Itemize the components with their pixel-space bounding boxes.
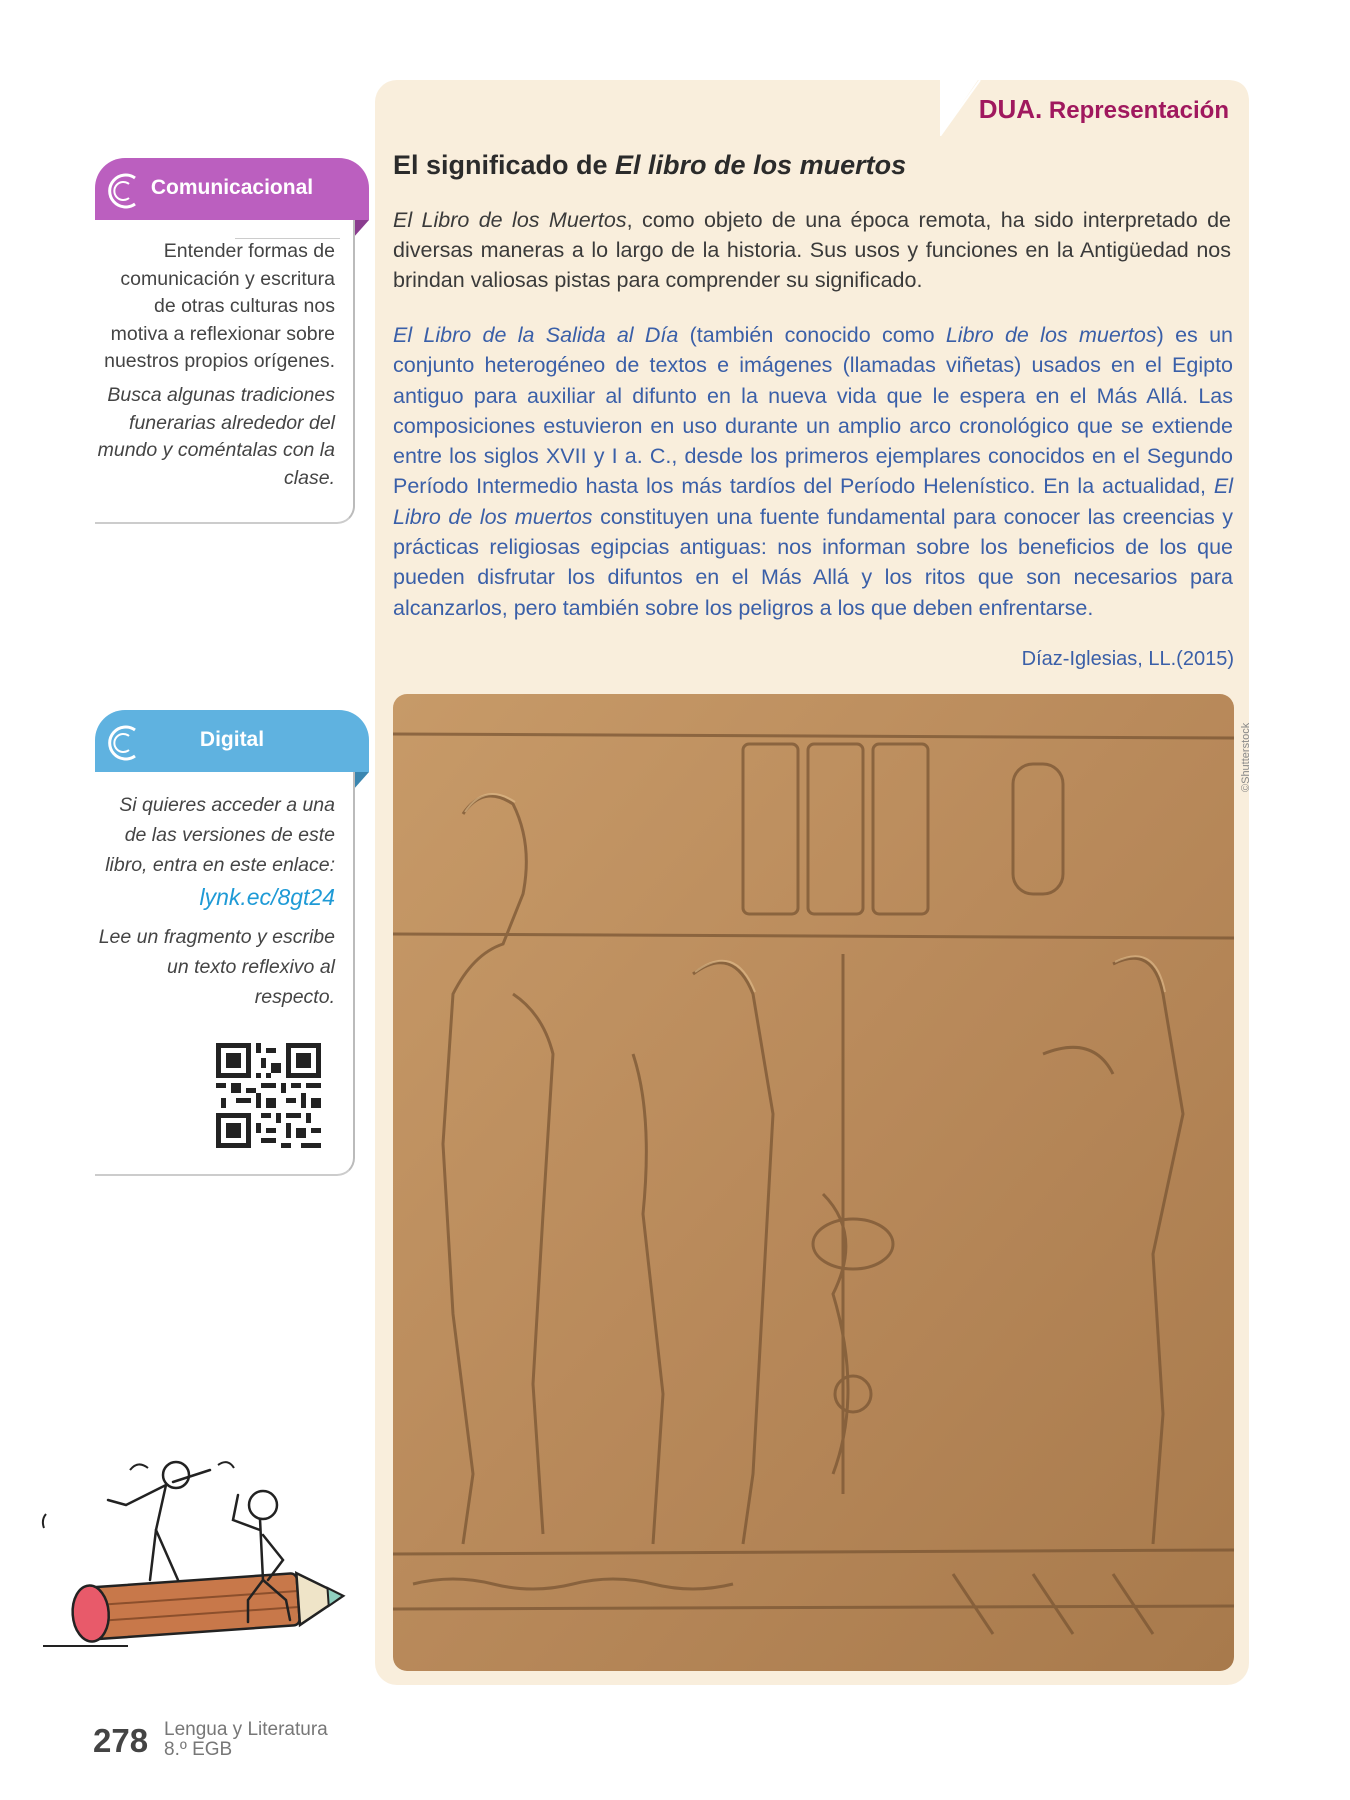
digital-header: [95, 710, 369, 772]
quote-italic-1: El Libro de la Salida al Día: [393, 323, 679, 347]
intro-paragraph: [393, 205, 1231, 295]
photo-credit-text: ©Shutterstock: [1240, 722, 1252, 792]
comunicacional-header: [95, 158, 369, 220]
egyptian-relief-photo: [393, 694, 1234, 1671]
photo-credit: [1238, 712, 1256, 792]
intro-rest: , como objeto de una época remota, ha sido interpretado de diversas maneras a lo largo de la historia. Sus usos y funciones en la Antigüedad nos brindan valiosas pistas para comprender su significado.: [393, 208, 1231, 292]
grade-level: 8.º EGB: [164, 1739, 233, 1760]
title-italic: El libro de los muertos: [615, 150, 907, 180]
digital-fold: [353, 772, 369, 790]
quote-end: constituyen una fuente fundamental para conocer las creencias y prácticas religiosas egipcias antiguas: nos informan sobre los beneficios de los que pueden disfrutar los difuntos en el Más Allá y los ritos que son necesarios para alcanzarlos, pero también sobre los peligros a los que deben enfrentarse.: [393, 504, 1233, 620]
pencil-mascot-illustration: [38, 1450, 358, 1660]
quote-mid-1: (también conocido como: [678, 323, 946, 347]
qr-code-icon[interactable]: [216, 1043, 321, 1148]
dua-strong: DUA.: [978, 94, 1043, 124]
intro-italic: El Libro de los Muertos: [393, 208, 627, 232]
quote-mid-2: ) es un conjunto heterogéneo de textos e imágenes (llamadas viñetas) usados en el Egipto antiguo para auxiliar al difunto en la nueva vida que le espera en el Más Allá. Las composiciones estuvieron en uso durante un amplio arco cronológico que se extiende entre los siglos XVII y I a. C., desde los primeros ejemplares conocidos en el Segundo Período Intermedio hasta los más tardíos del Período Helenístico. En la actualidad,: [393, 323, 1234, 499]
page-number: 278: [93, 1722, 149, 1759]
digital-activity: Lee un fragmento y escribe un texto reflexivo al respecto.: [98, 926, 335, 1008]
digital-link[interactable]: lynk.ec/8gt24: [199, 884, 335, 910]
dua-rest: Representación: [1042, 97, 1229, 124]
quote-paragraph: [393, 320, 1233, 623]
digital-text: Si quieres acceder a una de las versiones de este libro, entra en este enlace:: [105, 794, 335, 876]
subject-name: Lengua y Literatura: [164, 1719, 328, 1740]
comunicacional-activity: Busca algunas tradiciones funerarias alrededor del mundo y coméntalas con la clase.: [97, 384, 335, 489]
quote-italic-3: El Libro de los muertos: [393, 474, 1233, 529]
dua-tab-notch: [940, 80, 1000, 136]
comunicacional-label: Comunicacional: [150, 176, 314, 199]
comunicacional-text: Entender formas de comunicación y escritura de otras culturas nos motiva a reflexionar sobre nuestros propios orígenes.: [104, 240, 335, 372]
comunicacional-fold: [353, 220, 369, 238]
title-plain: El significado de: [393, 150, 616, 180]
digital-label: Digital: [199, 728, 265, 751]
citation: Díaz-Iglesias, LL.(2015): [1021, 648, 1234, 670]
page-title: [393, 150, 1233, 181]
quote-italic-2: Libro de los muertos: [945, 323, 1157, 347]
footer-subject: [164, 1720, 328, 1760]
